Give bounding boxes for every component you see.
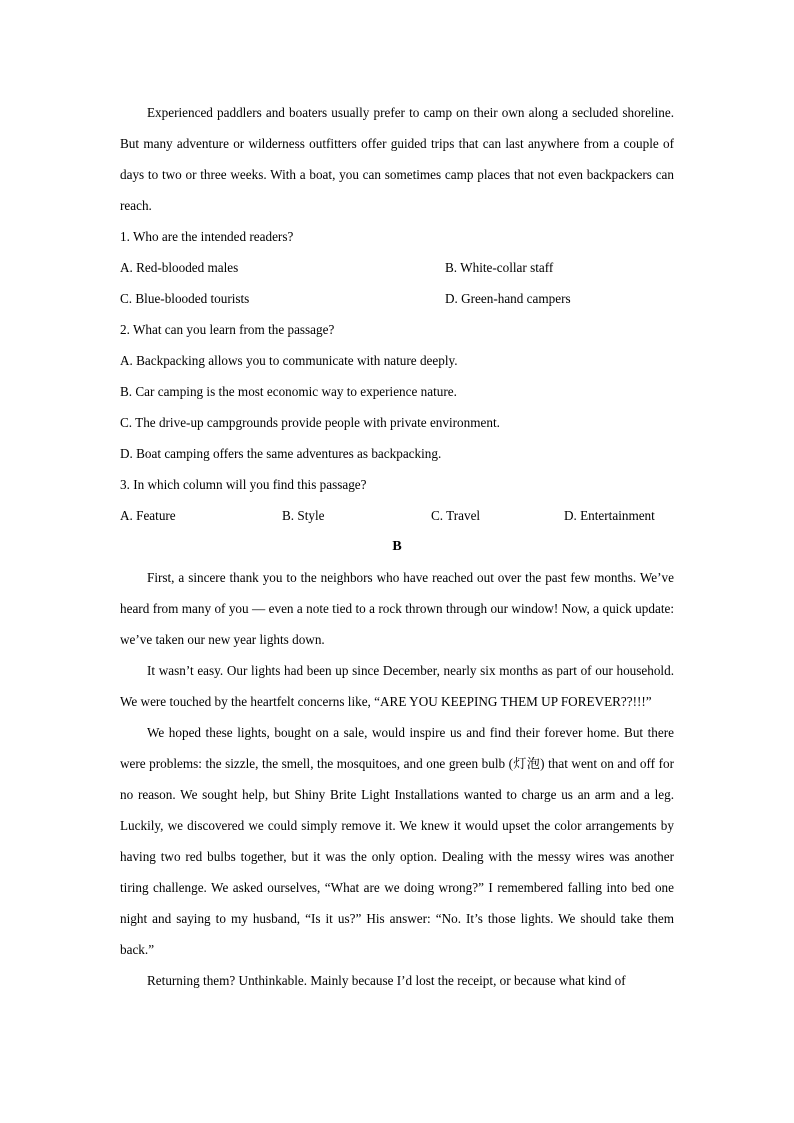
question-1-option-c: C. Blue-blooded tourists — [120, 291, 250, 306]
question-1-option-b: B. White-collar staff — [445, 260, 554, 275]
question-2-option-c: C. The drive-up campgrounds provide people with private environment. — [120, 415, 500, 430]
section-b-title: B — [392, 539, 402, 554]
passage-b-paragraph-4: Returning them? Unthinkable. Mainly because I’d lost the receipt, or because what kind of — [147, 973, 626, 988]
passage-a-paragraph: Experienced paddlers and boaters usually prefer to camp on their own along a secluded shoreline. But many adventure or wilderness outfitters offer guided trips that can last anywhere from a couple of days to two or three weeks. With a boat, you can sometimes camp places that not even backpackers can reach. — [120, 105, 674, 213]
passage-b-paragraph-2: It wasn’t easy. Our lights had been up since December, nearly six months as part of our household. We were touched by the heartfelt concerns like, “ARE YOU KEEPING THEM UP FOREVER??!!!” — [120, 663, 674, 709]
question-1-options-row-1 — [120, 252, 674, 283]
question-1-option-a: A. Red-blooded males — [120, 260, 239, 275]
question-3-option-b: B. Style — [282, 508, 325, 523]
question-1-option-d: D. Green-hand campers — [445, 291, 571, 306]
question-2-option-d: D. Boat camping offers the same adventures as backpacking. — [120, 446, 442, 461]
question-2-option-a: A. Backpacking allows you to communicate with nature deeply. — [120, 353, 458, 368]
passage-b-paragraph-1: First, a sincere thank you to the neighbors who have reached out over the past few months. We’ve heard from many of you — even a note tied to a rock thrown through our window! Now, a quick update: we’ve taken our new year lights down. — [120, 570, 674, 647]
question-3-option-a: A. Feature — [120, 508, 176, 523]
question-2-stem: 2. What can you learn from the passage? — [120, 322, 335, 337]
passage-b-paragraph-3: We hoped these lights, bought on a sale, would inspire us and find their forever home. But there were problems: the sizzle, the smell, the mosquitoes, and one green bulb (灯泡) that went on and off for no reason. We sought help, but Shiny Brite Light Installations wanted to charge us an arm and a leg. Luckily, we discovered we could simply remove it. We knew it would upset the color arrangements by having two red bulbs together, but it was the only option. Dealing with the messy wires was another tiring challenge. We asked ourselves, “What are we doing wrong?” I remembered falling into bed one night and saying to my husband, “Is it us?” His answer: “No. It’s those lights. We should take them back.” — [120, 725, 674, 957]
question-3-option-c: C. Travel — [431, 508, 481, 523]
question-3-option-d: D. Entertainment — [564, 508, 655, 523]
question-3-stem: 3. In which column will you find this passage? — [120, 477, 367, 492]
question-2-option-b: B. Car camping is the most economic way to experience nature. — [120, 384, 457, 399]
question-1-stem: 1. Who are the intended readers? — [120, 229, 294, 244]
question-1-options-row-2 — [120, 283, 674, 314]
question-3-options-row — [120, 500, 674, 531]
document-content — [120, 97, 674, 996]
